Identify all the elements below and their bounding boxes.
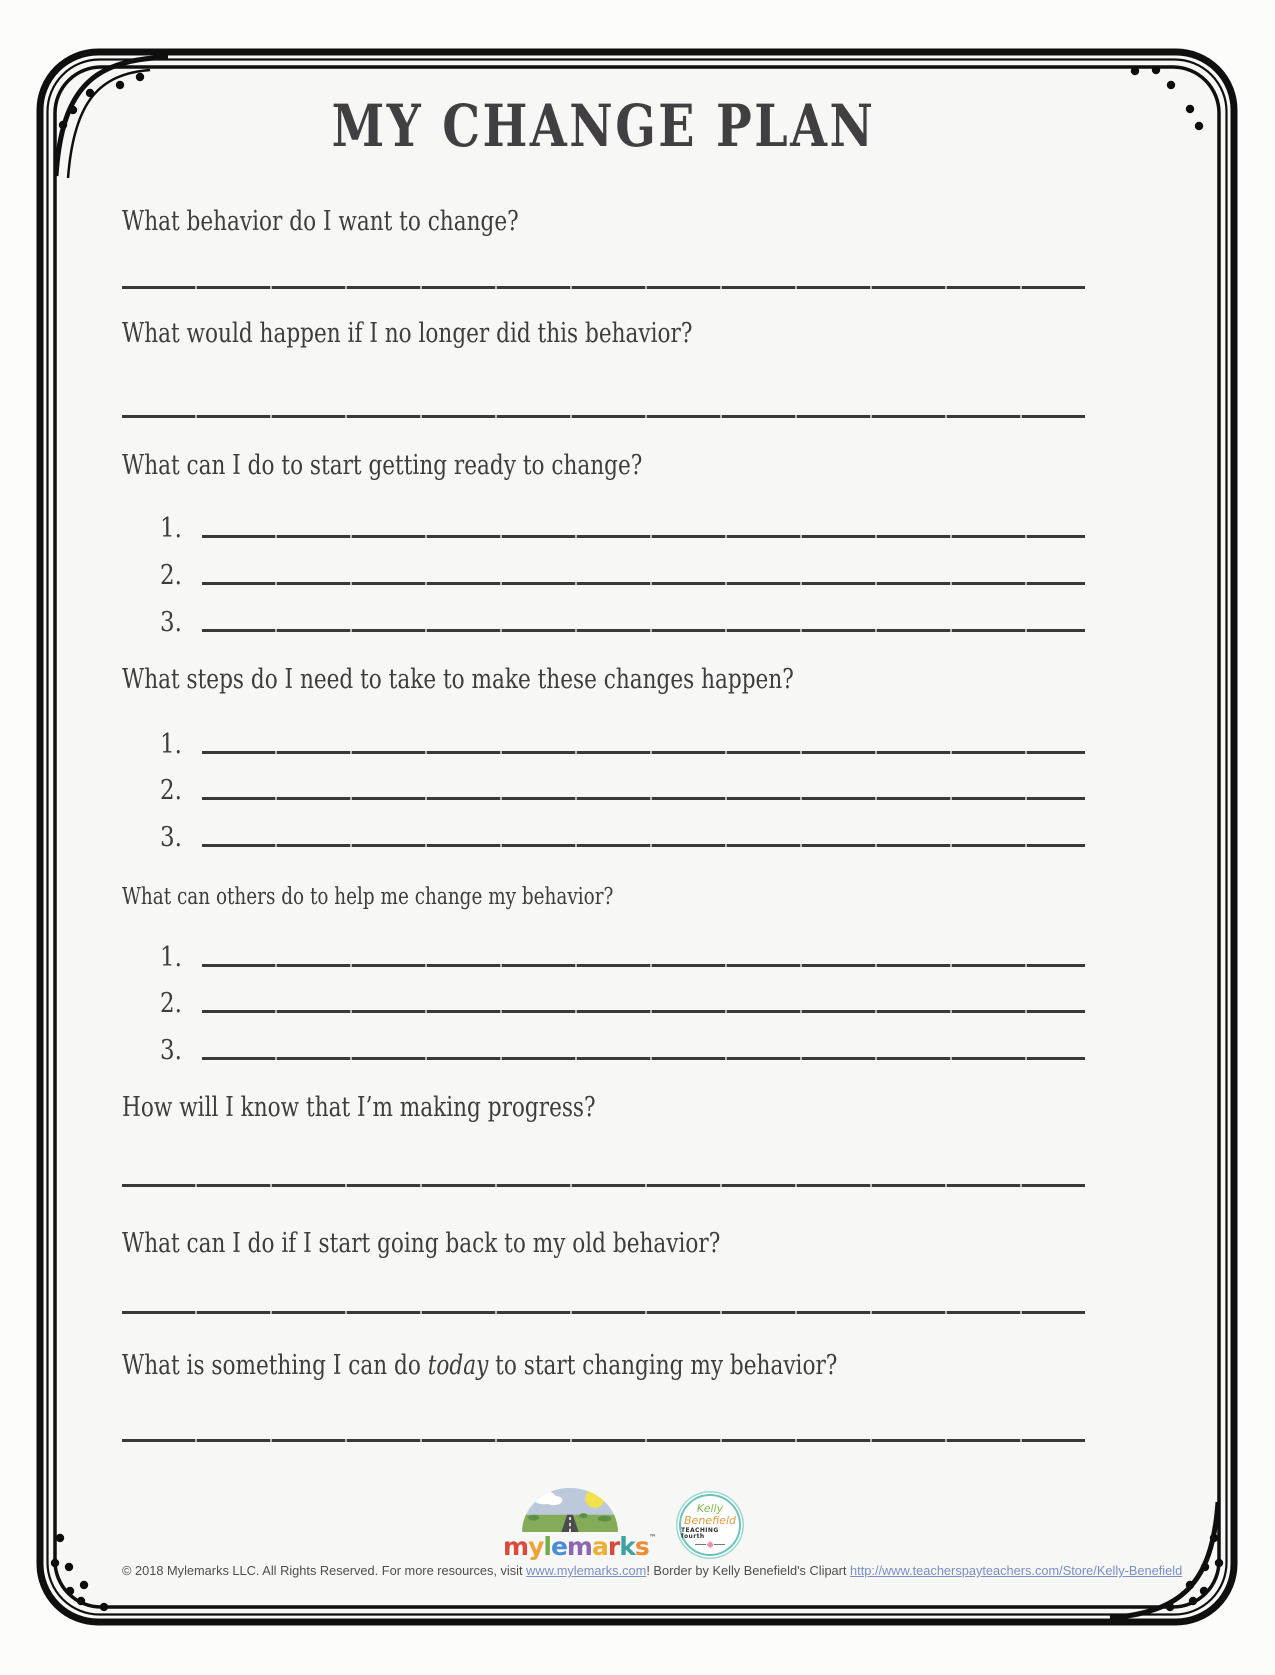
kelly-logo-name1: Kelly — [696, 1502, 724, 1516]
logo-letter: r — [607, 1532, 620, 1561]
question-getting-ready: What can I do to start getting ready to change? — [122, 450, 643, 481]
logo-letter: a — [591, 1532, 608, 1561]
numbered-answer-row — [158, 496, 1085, 544]
question-something-today — [122, 1350, 1016, 1381]
page-title: MY CHANGE PLAN — [331, 92, 876, 160]
answer-line — [122, 1439, 1085, 1442]
trademark-symbol: ™ — [648, 1533, 656, 1542]
numbered-answer-row — [158, 590, 1085, 638]
bush — [579, 1513, 588, 1518]
numbered-answer-row — [158, 1018, 1085, 1066]
doodle-line — [714, 1544, 725, 1545]
item-number: 2. — [160, 775, 182, 806]
answer-line — [122, 415, 1085, 418]
logo-letter: m — [566, 1532, 592, 1561]
answer-line — [202, 582, 1085, 585]
road-line — [569, 1523, 571, 1526]
numbered-answer-row — [158, 925, 1085, 973]
label-text: What is something I can do — [122, 1350, 428, 1381]
kelly-logo-name2: Benefield — [684, 1513, 736, 1527]
numbered-answer-row — [158, 712, 1085, 760]
kelly-benefield-logo — [679, 1494, 741, 1556]
bush — [528, 1515, 540, 1521]
answer-line — [122, 1311, 1085, 1314]
answer-line — [202, 751, 1085, 754]
logo-letter: e — [550, 1532, 567, 1561]
answer-line — [202, 535, 1085, 538]
item-number: 2. — [160, 988, 182, 1019]
doodle-line — [695, 1544, 706, 1545]
doodle-bow — [707, 1541, 713, 1547]
answer-line — [202, 629, 1085, 632]
label-emphasis: today — [427, 1350, 489, 1381]
logo-letter: y — [528, 1532, 544, 1561]
logo-letter: m — [503, 1532, 529, 1561]
answer-line — [122, 1184, 1085, 1187]
answer-line — [202, 964, 1085, 967]
question-steps-to-take: What steps do I need to take to make these changes happen? — [122, 664, 794, 695]
cloud-icon — [545, 1496, 562, 1506]
question-going-back: What can I do if I start going back to my old behavior? — [122, 1228, 721, 1259]
mylemarks-link[interactable]: www.mylemarks.com — [526, 1563, 647, 1578]
copyright-text — [122, 1563, 1183, 1578]
question-making-progress: How will I know that I’m making progress? — [122, 1092, 596, 1123]
mylemarks-logo-text — [503, 1532, 656, 1561]
answer-line — [202, 844, 1085, 847]
numbered-answer-row — [158, 805, 1085, 853]
answer-line — [122, 286, 1085, 289]
question-behavior-to-change: What behavior do I want to change? — [122, 206, 519, 237]
numbered-answer-row — [158, 758, 1085, 806]
mylemarks-logo-art — [518, 1486, 622, 1532]
numbered-answer-row — [158, 971, 1085, 1019]
bush — [598, 1516, 611, 1522]
numbered-answer-row — [158, 543, 1085, 591]
logo-letter: l — [543, 1532, 551, 1561]
label-text: to start changing my behavior? — [488, 1350, 838, 1381]
teacherspayteachers-link[interactable]: http://www.teacherspayteachers.com/Store/Kelly-Benefield — [850, 1563, 1183, 1578]
arrow-bow-doodle — [695, 1542, 726, 1547]
question-if-no-longer: What would happen if I no longer did this behavior? — [122, 318, 693, 349]
answer-line — [202, 1057, 1085, 1060]
kelly-logo-tagline: TEACHING fourth — [681, 1526, 719, 1540]
sun-icon — [585, 1489, 604, 1508]
item-number: 1. — [160, 942, 182, 973]
item-number: 3. — [160, 607, 182, 638]
question-others-help: What can others do to help me change my behavior? — [122, 884, 614, 910]
item-number: 1. — [160, 729, 182, 760]
logo-letter: s — [634, 1532, 649, 1561]
road-line — [569, 1517, 571, 1520]
item-number: 2. — [160, 560, 182, 591]
item-number: 1. — [160, 513, 182, 544]
answer-line — [202, 797, 1085, 800]
copyright-prefix: © 2018 Mylemarks LLC. All Rights Reserved. For more resources, visit — [122, 1563, 527, 1578]
mylemarks-logo — [503, 1486, 656, 1561]
logo-letter: k — [619, 1532, 635, 1561]
item-number: 3. — [160, 1035, 182, 1066]
copyright-middle: ! Border by Kelly Benefield's Clipart — [646, 1563, 851, 1578]
item-number: 3. — [160, 822, 182, 853]
answer-line — [202, 1010, 1085, 1013]
